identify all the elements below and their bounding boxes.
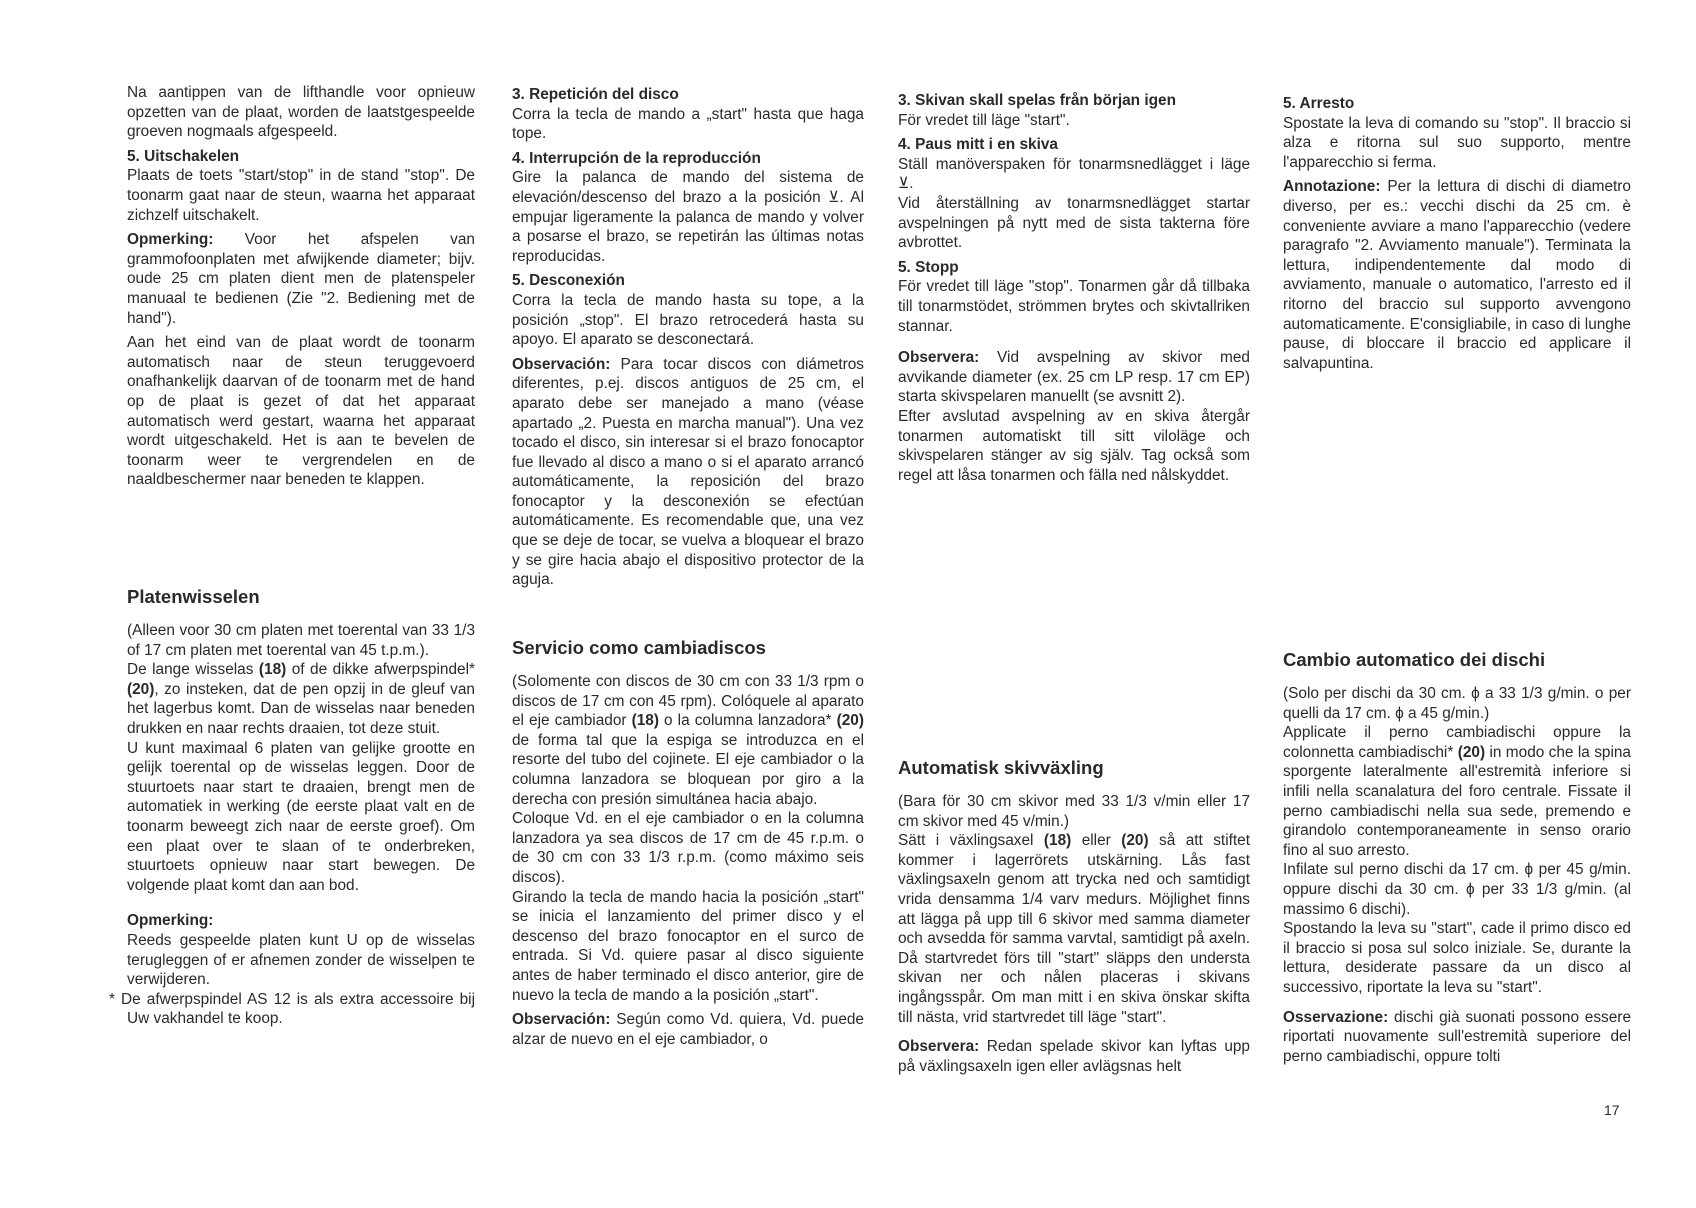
section-title-desconexion: 5. Desconexión: [512, 272, 625, 290]
text-segment: de forma tal que la espiga se introduzca en el resorte del tubo del cojinete. El eje cambiador o la columna lanzadora se bloquean por giro a la derecha con presión simultánea hacia abajo.: [512, 731, 864, 808]
ref-20: (20): [1457, 743, 1486, 761]
paragraph-cambiador-discos: Coloque Vd. en el eje cambiador o en la columna lanzadora ya sea discos de 17 cm de 45 r.p.m. o de 30 cm con 33 1/3 r.p.m. (como máximo seis discos).: [512, 810, 864, 886]
paragraph-cambiador-start: Girando la tecla de mando hacia la posición „start" se inicia el lanzamiento del primer disco y el descenso del brazo fonocaptor en el surco de entrada. Si Vd. quiere pasar al disco siguiente antes de haber terminado el disco anterior, gire de nuevo la tecla de mando a la posición „start".: [512, 888, 864, 1004]
label-observera-3: Observera:: [898, 1038, 980, 1056]
paragraph-observera: [898, 348, 1250, 407]
page-number: 17: [1604, 1102, 1620, 1118]
column-swedish-top: [898, 91, 1250, 490]
paragraph-intro: Na aantippen van de lifthandle voor opnieuw opzetten van de plaat, worden de laatstgespeelde groeven nogmaals afgespeeld.: [127, 84, 475, 141]
paragraph-arresto: Spostate la leva di comando su "stop". Il braccio si alza e ritorna sul suo supporto, mentre l'apparecchio si ferma.: [1283, 114, 1631, 171]
paragraph-cambio-start: Spostando la leva su "start", cade il primo disco ed il braccio si posa sul solco iniziale. Se, durante la lettura, desiderate passare da un disco al successivo, riportate la leva su "start".: [1283, 920, 1631, 996]
label-observera: Observera:: [898, 349, 980, 367]
text-segment: Sätt i växlingsaxel: [898, 832, 1044, 850]
paragraph-skivvaxling-insert: [898, 831, 1250, 1027]
column-italian-top: [1283, 94, 1631, 378]
paragraph-stopp: För vredet till läge "stop". Tonarmen går då tillbaka till tonarmstödet, strömmen brytes och skivtallriken stannar.: [898, 278, 1250, 335]
ref-18: (18): [631, 712, 659, 730]
paragraph-changer-operate: U kunt maximaal 6 platen van gelijke grootte en gelijk toerental op de wisselas leggen. Door de stuurtoets naar start te draaien, brengt men de automatiek in werking (de eerste plaat valt en de toonarm beweegt zich naar de eerste groef). Om een plaat over te slaan of te onderbreken, stuurtoets opnieuw naar start bewegen. De volgende plaat komt dan aan bod.: [127, 739, 475, 894]
section-title-paus: 4. Paus mitt i en skiva: [898, 136, 1058, 154]
text-opmerking: Voor het afspelen van grammofoonplaten met afwijkende diameter; bijv. oude 25 cm platen dient men de platenspeler manuaal te bedienen (Zie "2. Bediening met de hand").: [127, 231, 475, 327]
section-title-interrupcion: 4. Interrupción de la reproducción: [512, 149, 761, 167]
label-annotazione: Annotazione:: [1283, 178, 1381, 196]
text-segment: o la columna lanzadora*: [658, 712, 837, 730]
paragraph-changer-insert: [127, 660, 475, 738]
section-title-stopp: 5. Stopp: [898, 258, 959, 276]
paragraph-cambio-insert: [1283, 723, 1631, 860]
section-title-arresto: 5. Arresto: [1283, 95, 1355, 112]
text-observacion-2: Según como Vd. quiera, Vd. puede alzar de nuevo en el eje cambiador, o: [512, 1011, 864, 1048]
label-opmerking: Opmerking:: [127, 231, 214, 249]
paragraph-cambio-dischi: Infilate sul perno dischi da 17 cm. ϕ per 45 g/min. oppure dischi da 30 cm. ϕ per 33 1/3 g/min. (al massimo 6 dischi).: [1283, 861, 1631, 918]
paragraph-cambiador-insert: [512, 672, 864, 809]
label-observacion: Observación:: [512, 355, 611, 373]
text-observera: Vid avspelning av skivor med avvikande diameter (ex. 25 cm LP resp. 17 cm EP) starta skivspelaren manuellt (se avsnitt 2).: [898, 349, 1250, 406]
paragraph-annotazione: [1283, 177, 1631, 373]
paragraph-paus-2: Vid återställning av tonarmsnedlägget startar avspelningen på nytt med de sista takterna före avbrottet.: [898, 194, 1250, 252]
paragraph-paus: Ställ manöverspaken för tonarmsnedlägget i läge ⊻.: [898, 155, 1250, 193]
column-spanish-changer: [512, 636, 864, 1054]
text-segment: of de dikke afwerpspindel*: [286, 661, 475, 679]
section-title-repeticion: 3. Repetición del disco: [512, 86, 679, 103]
paragraph-desconexion: Corra la tecla de mando hasta su tope, a la posición „stop". El brazo retrocederá hasta su apoyo. El aparato se desconectará.: [512, 291, 864, 349]
section-title-borjan-igen: 3. Skivan skall spelas från början igen: [898, 92, 1177, 109]
text-segment: Applicate il perno cambiadischi oppure la colonnetta cambiadischi*: [1283, 724, 1631, 761]
paragraph-osservazione: [1283, 1008, 1631, 1067]
ref-20: (20): [836, 712, 864, 730]
column-italian-changer: [1283, 648, 1631, 1071]
section-title-uitschakelen: 5. Uitschakelen: [127, 147, 240, 165]
text-segment: , zo insteken, dat de pen opzij in de gleuf van het lagerbus komt. Dan de wisselas naar beneden drukken en naar rechts draaien, tot deze stuit.: [127, 680, 475, 737]
label-osservazione: Osservazione:: [1283, 1008, 1389, 1026]
column-spanish-top: [512, 85, 864, 595]
paragraph-observacion-2: [512, 1010, 864, 1049]
heading-platenwisselen: Platenwisselen: [127, 586, 260, 607]
label-opmerking-2: Opmerking:: [127, 912, 214, 930]
text-segment: De lange wisselas: [127, 661, 259, 679]
paragraph-changer-scope: (Alleen voor 30 cm platen met toerental van 33 1/3 of 17 cm platen met toerental van 45 t.p.m.).: [127, 622, 475, 659]
paragraph-borjan-igen: För vredet till läge "start".: [898, 111, 1070, 129]
paragraph-skivvaxling-scope: (Bara för 30 cm skivor med 33 1/3 v/min eller 17 cm skivor med 45 v/min.): [898, 793, 1250, 830]
text-segment: (Solomente con discos de 30 cm con 33 1/3 rpm o discos de 17 cm con 45 rpm). Colóquele al aparato el eje cambiador: [512, 673, 864, 730]
paragraph-end-of-record: Aan het eind van de plaat wordt de toonarm automatisch naar de steun teruggevoerd onafhankelijk daarvan of de toonarm met de hand op de plaat is gezet of dat het apparaat automatisch werd gestart, waarna het apparaat wordt uitgeschakeld. Het is aan te bevelen de toonarm weer te vergrendelen en de naaldbeschermer naar beneden te klappen.: [127, 334, 475, 489]
column-dutch-top: [127, 83, 475, 495]
label-observacion-2: Observación:: [512, 1011, 611, 1029]
text-segment: så att stiftet kommer i lagerrörets utskärning. Lås fast växlingsaxeln genom att trycka ned och samtidigt vrida densamma 1/4 varv medurs. Möjlighet finns att lägga på upp till 6 skivor med samma diameter och avsedda för samma varvtal, samtidigt på axeln. Då startvredet förs till "start" släpps den understa skivan ner och nålen placeras i skivans ingångsspår. Om man mitt i en skiva önskar skifta till nästa, vrid startvredet till läge "start".: [898, 832, 1251, 1026]
paragraph-cambio-scope: (Solo per dischi da 30 cm. ϕ a 33 1/3 g/min. o per quelli da 17 cm. ϕ a 45 g/min.): [1283, 685, 1631, 722]
ref-18: (18): [1043, 832, 1072, 850]
paragraph-opmerking-2: Reeds gespeelde platen kunt U op de wisselas terugleggen of er afnemen zonder de wisselpen te verwijderen.: [127, 931, 475, 989]
heading-automatisk-skivvaxling: Automatisk skivväxling: [898, 757, 1104, 778]
column-swedish-changer: [898, 756, 1250, 1081]
text-observera-3: Redan spelade skivor kan lyftas upp på växlingsaxeln igen eller avlägsnas helt: [898, 1038, 1250, 1075]
text-observacion: Para tocar discos con diámetros diferentes, p.ej. discos antiguos de 25 cm, el aparato debe ser manejado a mano (véase apartado „2. Puesta en marcha manual"). Una vez tocado el disco, sin interesar si el brazo fonocaptor fue llevado al disco a mano o si el aparato arrancó automáticamente, la reposición del brazo fonocaptor y la desconexión se efectúan automáticamente. Es recomendable que, una vez que se deje de tocar, se vuelva a bloquear el brazo y se gire hacia abajo el dispositivo protector de la aguja.: [512, 355, 864, 589]
ref-20: (20): [127, 680, 155, 698]
paragraph-interrupcion: Gire la palanca de mando del sistema de elevación/descenso del brazo a la posición ⊻. Al empujar ligeramente la palanca de mando y volver a posarse el brazo, se repetirán las últimas notas reproducidas.: [512, 169, 864, 265]
ref-20: (20): [1121, 832, 1149, 850]
paragraph-observera-3: [898, 1037, 1250, 1076]
paragraph-uitschakelen: Plaats de toets "start/stop" in de stand "stop". De toonarm gaat naar de steun, waarna het apparaat zichzelf uitschakelt.: [127, 167, 475, 224]
ref-18: (18): [258, 661, 287, 679]
paragraph-opmerking: [127, 230, 475, 328]
text-annotazione: Per la lettura di dischi di diametro diverso, per es.: vecchi dischi da 25 cm. è conveniente avviare a mano l'apparecchio (vedere paragrafo "2. Avviamento manuale"). Terminata la lettura, indipendentemente dal modo di avviamento, manuale o automatico, l'arresto ed il ritorno del braccio sul supporto avvengono automaticamente. E'consigliabile, in caso di lunghe pause, di bloccare il braccio ed applicare il salvapuntina.: [1283, 178, 1631, 372]
column-dutch-changer: [109, 585, 475, 1034]
text-segment: in modo che la spina sporgente lateralmente all'estremità inferiore si infili nella scanalatura del foro centrale. Fissate il perno cambiadischi nella sua sede, premendo e girandolo contemporaneamente in senso orario fino al suo arresto.: [1283, 743, 1631, 859]
paragraph-repeticion: Corra la tecla de mando a „start" hasta que haga tope.: [512, 105, 864, 143]
paragraph-observera-2: Efter avslutad avspelning av en skiva återgår tonarmen automatiskt till sitt viloläge och skivspelaren stänger av sig själv. Tag också som regel att låsa tonarmen och fälla ned nålskyddet.: [898, 407, 1250, 484]
paragraph-observacion: [512, 355, 864, 590]
text-osservazione: dischi già suonati possono essere riportati nuovamente sull'estremità superiore del perno cambiadischi, oppure tolti: [1283, 1008, 1631, 1065]
heading-cambio-automatico: Cambio automatico dei dischi: [1283, 649, 1546, 670]
heading-servicio-cambiadiscos: Servicio como cambiadiscos: [512, 637, 766, 658]
text-segment: eller: [1071, 832, 1122, 850]
footnote-afwerpspindel: * De afwerpspindel AS 12 is als extra accessoire bij Uw vakhandel te koop.: [109, 990, 475, 1028]
